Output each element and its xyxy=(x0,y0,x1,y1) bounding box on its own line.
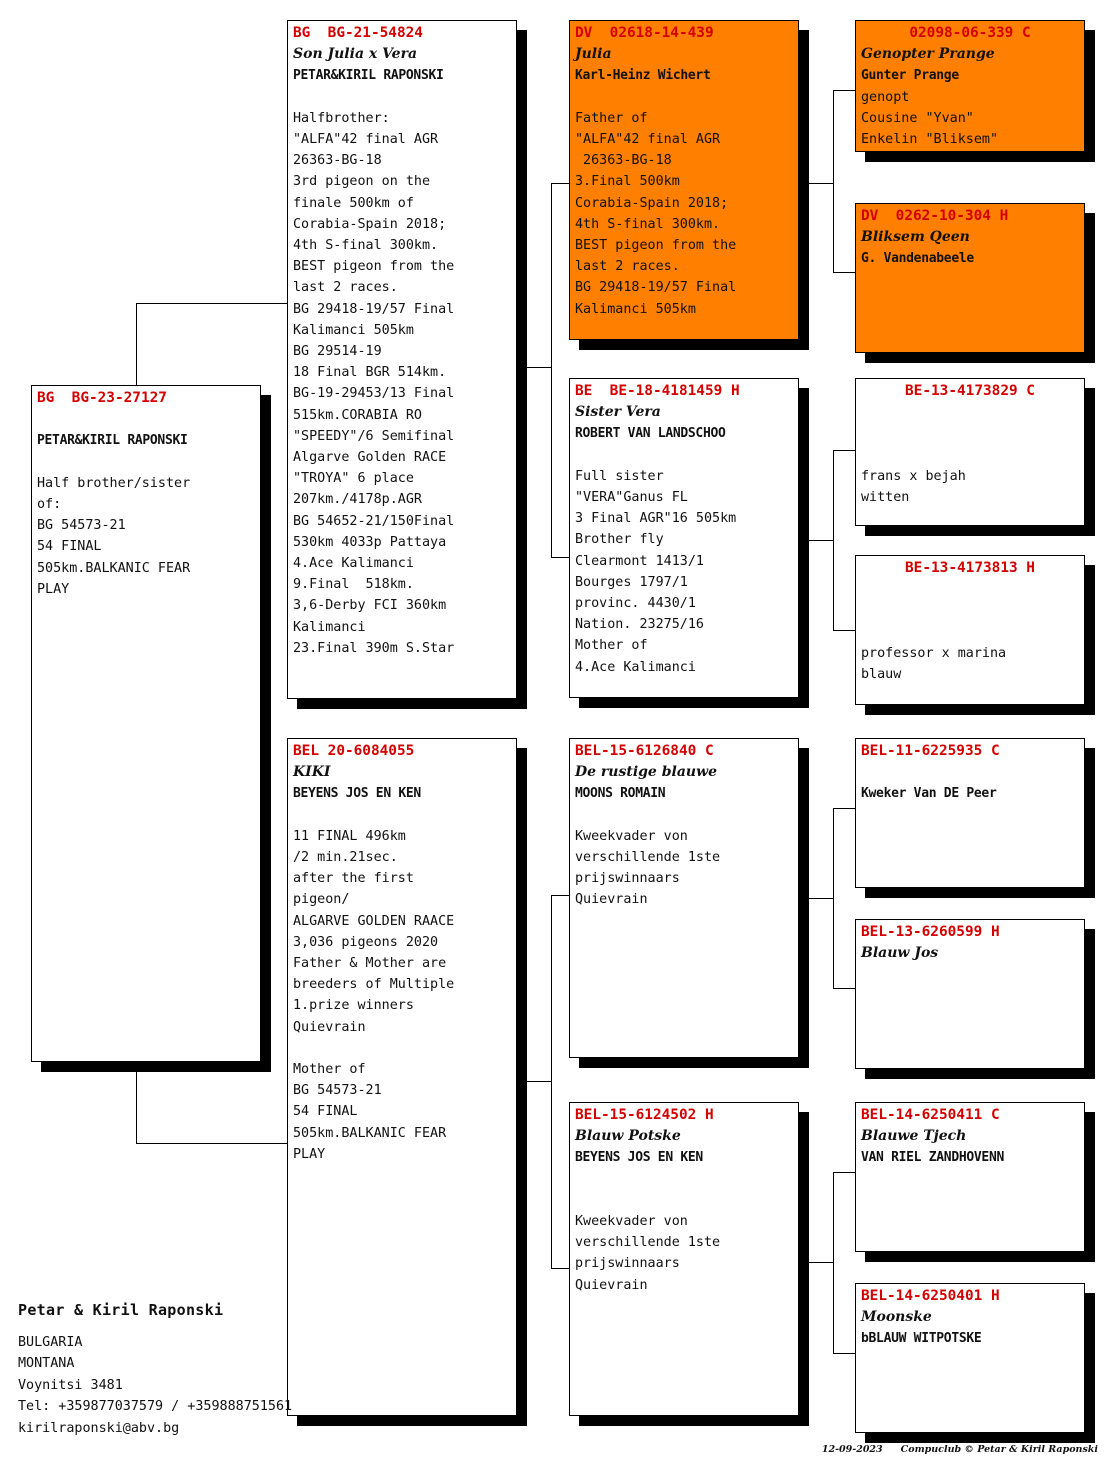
ring-number: BEL-13-6260599 H xyxy=(861,924,1000,940)
connector-line xyxy=(551,183,569,184)
note-line: breeders of Multiple xyxy=(293,977,455,993)
owner-country: BULGARIA xyxy=(18,1334,83,1350)
pigeon-name: Julia xyxy=(575,46,612,63)
connector-line xyxy=(136,303,137,385)
pigeon-name: Son Julia x Vera xyxy=(293,46,418,63)
note-line: 26363-BG-18 xyxy=(293,153,382,169)
pedigree-notes xyxy=(293,108,511,659)
great-grandparent-dds-card[interactable] xyxy=(855,1102,1085,1252)
note-line: Brother fly xyxy=(575,532,664,548)
connector-line xyxy=(833,272,855,273)
pigeon-name: Blauw Jos xyxy=(861,945,939,962)
great-grandparent-dss-card[interactable] xyxy=(855,738,1085,888)
pigeon-name: Genopter Prange xyxy=(861,46,995,63)
owner-phone: Tel: +359877037579 / +359888751561 xyxy=(18,1399,293,1414)
note-line: BG 29418-19/57 Final xyxy=(575,280,737,296)
note-line: 4.Ace Kalimanci xyxy=(575,659,696,675)
great-grandparent-sss-card[interactable]: 02098-06-339 C Genopter Prange Gunter Prange genopt Cousine "Yvan" Enkelin "Bliksem" xyxy=(855,20,1085,152)
footer-copyright: Compuclub © Petar & Kiril Raponski xyxy=(900,1444,1098,1455)
footer-date: 12-09-2023 xyxy=(821,1444,883,1455)
note-line: Kalimanci 505km xyxy=(293,322,414,338)
ring-number: DV 0262-10-304 H xyxy=(861,208,1009,224)
great-grandparent-sds-card[interactable]: BE-13-4173829 C frans x bejah witten xyxy=(855,378,1085,526)
owner-name: G. Vandenabeele xyxy=(861,251,974,267)
ring-number: 02098-06-339 C xyxy=(909,25,1031,41)
note-line: Corabia-Spain 2018; xyxy=(293,216,447,232)
connector-line xyxy=(808,183,833,184)
footer-credit xyxy=(804,1444,1098,1455)
note-line xyxy=(293,1038,511,1059)
ring-number: BEL-14-6250401 H xyxy=(861,1288,1000,1304)
owner-name: PETAR&KIRIL RAPONSKI xyxy=(293,68,444,84)
pigeon-name: KIKI xyxy=(293,764,331,781)
note-line: Kweekvader von xyxy=(575,828,688,844)
note-line: 54 FINAL xyxy=(37,539,102,555)
pigeon-name: Moonske xyxy=(861,1309,932,1326)
owner-email: kirilraponski@abv.bg xyxy=(18,1420,180,1436)
note-line: "VERA"Ganus FL xyxy=(575,490,688,506)
owner-address: Voynitsi 3481 xyxy=(18,1377,123,1393)
note-line: "SPEEDY"/6 Semifinal xyxy=(293,428,455,444)
owner-name: ROBERT VAN LANDSCHOO xyxy=(575,426,726,442)
connector-line xyxy=(551,895,569,896)
connector-line xyxy=(136,1143,287,1144)
note-line: Algarve Golden RACE xyxy=(293,450,447,466)
note-line: Father & Mother are xyxy=(293,956,447,972)
connector-line xyxy=(136,303,287,304)
connector-line xyxy=(833,808,855,809)
note-line: 3 Final AGR"16 505km xyxy=(575,511,737,527)
ring-number: BEL-15-6124502 H xyxy=(575,1107,714,1123)
note-line: verschillende 1ste xyxy=(575,850,721,866)
note-line: 4th S-final 300km. xyxy=(293,238,439,254)
note-line: Bourges 1797/1 xyxy=(575,574,688,590)
note-line: Clearmont 1413/1 xyxy=(575,553,704,569)
great-grandparent-ddd-card[interactable] xyxy=(855,1283,1085,1433)
pedigree-notes xyxy=(575,1190,793,1296)
note-line: Kalimanci xyxy=(293,619,366,635)
connector-line xyxy=(551,557,569,558)
owner-name: PETAR&KIRIL RAPONSKI xyxy=(37,433,188,449)
owner-name: VAN RIEL ZANDHOVENN xyxy=(861,1150,1005,1166)
connector-line xyxy=(833,1172,855,1173)
note-line: BG-19-29453/13 Final xyxy=(293,386,455,402)
connector-line xyxy=(833,90,855,91)
note-line: /2 min.21sec. xyxy=(293,850,398,866)
pedigree-notes xyxy=(575,466,793,678)
connector-line xyxy=(833,450,855,451)
connector-line xyxy=(136,1070,137,1143)
pigeon-name: Bliksem Qeen xyxy=(861,229,970,246)
note-line: 4.Ace Kalimanci xyxy=(293,556,414,572)
note-line: prijswinnaars xyxy=(575,1256,680,1272)
ring-number: DV 02618-14-439 xyxy=(575,25,714,41)
connector-line xyxy=(808,1262,833,1263)
owner-title: Petar & Kiril Raponski xyxy=(18,1301,224,1319)
great-grandparent-ssd-card[interactable] xyxy=(855,203,1085,353)
note-line: Corabia-Spain 2018; xyxy=(575,195,729,211)
note-line: 530km 4033p Pattaya xyxy=(293,534,447,550)
note-line: 23.Final 390m S.Star xyxy=(293,640,455,656)
note-line: Halfbrother: xyxy=(293,110,390,126)
connector-line xyxy=(833,90,834,272)
note-line: 54 FINAL xyxy=(293,1104,358,1120)
note-line: Full sister xyxy=(575,468,664,484)
note-line: 3,6-Derby FCI 360km xyxy=(293,598,447,614)
owner-region: MONTANA xyxy=(18,1356,75,1371)
connector-line xyxy=(833,1353,855,1354)
owner-name: Gunter Prange xyxy=(861,68,959,84)
note-line: BG 29514-19 xyxy=(293,344,382,360)
note-line: Quievrain xyxy=(575,892,648,908)
owner-name: BEYENS JOS EN KEN xyxy=(293,786,421,802)
note-line: 1.prize winners xyxy=(293,998,414,1014)
ring-number: BEL-14-6250411 C xyxy=(861,1107,1000,1123)
dam-sire-card[interactable] xyxy=(569,738,799,1058)
note-line: Father of xyxy=(575,110,648,126)
note-line xyxy=(575,1190,793,1211)
owner-contact-block xyxy=(18,1300,292,1439)
connector-line xyxy=(808,540,833,541)
note-line: 515km.CORABIA RO xyxy=(293,407,422,423)
pedigree-notes xyxy=(575,108,793,320)
note-line: 9.Final 518km. xyxy=(293,577,414,593)
connector-line xyxy=(526,367,551,368)
pedigree-notes xyxy=(293,826,511,1165)
note-line: 3.Final 500km xyxy=(575,174,680,190)
note-line: 505km.BALKANIC FEAR xyxy=(293,1125,447,1141)
connector-line xyxy=(833,988,855,989)
note-line: of: xyxy=(37,497,62,513)
note-line: PLAY xyxy=(293,1146,326,1162)
note-line: last 2 races. xyxy=(293,280,398,296)
note-line: Kalimanci 505km xyxy=(575,301,696,317)
note-line: 3,036 pigeons 2020 xyxy=(293,934,439,950)
connector-line xyxy=(526,1081,551,1082)
note-line: verschillende 1ste xyxy=(575,1235,721,1251)
ring-number: BEL 20-6084055 xyxy=(293,743,415,759)
ring-number: BG BG-23-27127 xyxy=(37,390,167,406)
pigeon-name: Sister Vera xyxy=(575,404,661,421)
connector-line xyxy=(833,808,834,988)
ring-number: BE BE-18-4181459 H xyxy=(575,383,740,399)
note-line: Mother of xyxy=(293,1062,366,1078)
note-line: last 2 races. xyxy=(575,259,680,275)
note-line: 18 Final BGR 514km. xyxy=(293,365,447,381)
ring-number: BEL-15-6126840 C xyxy=(575,743,714,759)
note-line: 505km.BALKANIC FEAR xyxy=(37,560,191,576)
note-line: Quievrain xyxy=(293,1019,366,1035)
pedigree-notes xyxy=(37,473,255,600)
subject-pigeon-card[interactable] xyxy=(31,385,261,1062)
connector-line xyxy=(833,1172,834,1353)
note-line: ALGARVE GOLDEN RAACE xyxy=(293,913,455,929)
note-line: 4th S-final 300km. xyxy=(575,216,721,232)
note-line: finale 500km of xyxy=(293,195,414,211)
ring-number: BE-13-4173829 C xyxy=(905,383,1035,399)
owner-name: Kweker Van DE Peer xyxy=(861,786,997,802)
note-line: BG 54573-21 xyxy=(37,518,126,534)
owner-name: bBLAUW WITPOTSKE xyxy=(861,1331,982,1347)
connector-line xyxy=(808,898,833,899)
note-line: BG 54652-21/150Final xyxy=(293,513,455,529)
note-line: "TROYA" 6 place xyxy=(293,471,414,487)
owner-name: BEYENS JOS EN KEN xyxy=(575,1150,703,1166)
ring-number: BG BG-21-54824 xyxy=(293,25,423,41)
note-line: Mother of xyxy=(575,638,648,654)
connector-line xyxy=(551,895,552,1268)
note-line: "ALFA"42 final AGR xyxy=(575,132,721,148)
note-line: Nation. 23275/16 xyxy=(575,617,704,633)
owner-name: MOONS ROMAIN xyxy=(575,786,666,802)
ring-number: BE-13-4173813 H xyxy=(905,560,1035,576)
connector-line xyxy=(551,183,552,557)
note-line: PLAY xyxy=(37,581,70,597)
connector-line xyxy=(551,1268,569,1269)
note-line: prijswinnaars xyxy=(575,871,680,887)
owner-name: Karl-Heinz Wichert xyxy=(575,68,711,84)
note-line: Kweekvader von xyxy=(575,1214,688,1230)
great-grandparent-dsd-card[interactable] xyxy=(855,919,1085,1069)
pigeon-name: Blauw Potske xyxy=(575,1128,681,1145)
sire-dam-card[interactable] xyxy=(569,378,799,698)
note-line: 26363-BG-18 xyxy=(575,153,672,169)
note-line: BEST pigeon from the xyxy=(293,259,455,275)
connector-line xyxy=(833,450,834,630)
note-line: BG 54573-21 xyxy=(293,1083,382,1099)
dam-dam-card[interactable] xyxy=(569,1102,799,1416)
sire-sire-card[interactable] xyxy=(569,20,799,340)
note-line: BEST pigeon from the xyxy=(575,238,737,254)
pigeon-name: Blauwe Tjech xyxy=(861,1128,967,1145)
connector-line xyxy=(833,630,855,631)
note-line: Half brother/sister xyxy=(37,475,191,491)
dam-card[interactable] xyxy=(287,738,517,1416)
note-line: provinc. 4430/1 xyxy=(575,596,696,612)
note-line: pigeon/ xyxy=(293,892,350,908)
note-line: BG 29418-19/57 Final xyxy=(293,301,455,317)
note-line: "ALFA"42 final AGR xyxy=(293,132,439,148)
note-line: 207km./4178p.AGR xyxy=(293,492,422,508)
ring-number: BEL-11-6225935 C xyxy=(861,743,1000,759)
note-line: 3rd pigeon on the xyxy=(293,174,431,190)
note-line: after the first xyxy=(293,871,414,887)
sire-card[interactable] xyxy=(287,20,517,699)
note-line: Quievrain xyxy=(575,1277,648,1293)
great-grandparent-sdd-card[interactable]: BE-13-4173813 H professor x marina blauw xyxy=(855,555,1085,705)
note-line: 11 FINAL 496km xyxy=(293,828,406,844)
pedigree-notes xyxy=(575,826,793,911)
pigeon-name: De rustige blauwe xyxy=(575,764,718,781)
